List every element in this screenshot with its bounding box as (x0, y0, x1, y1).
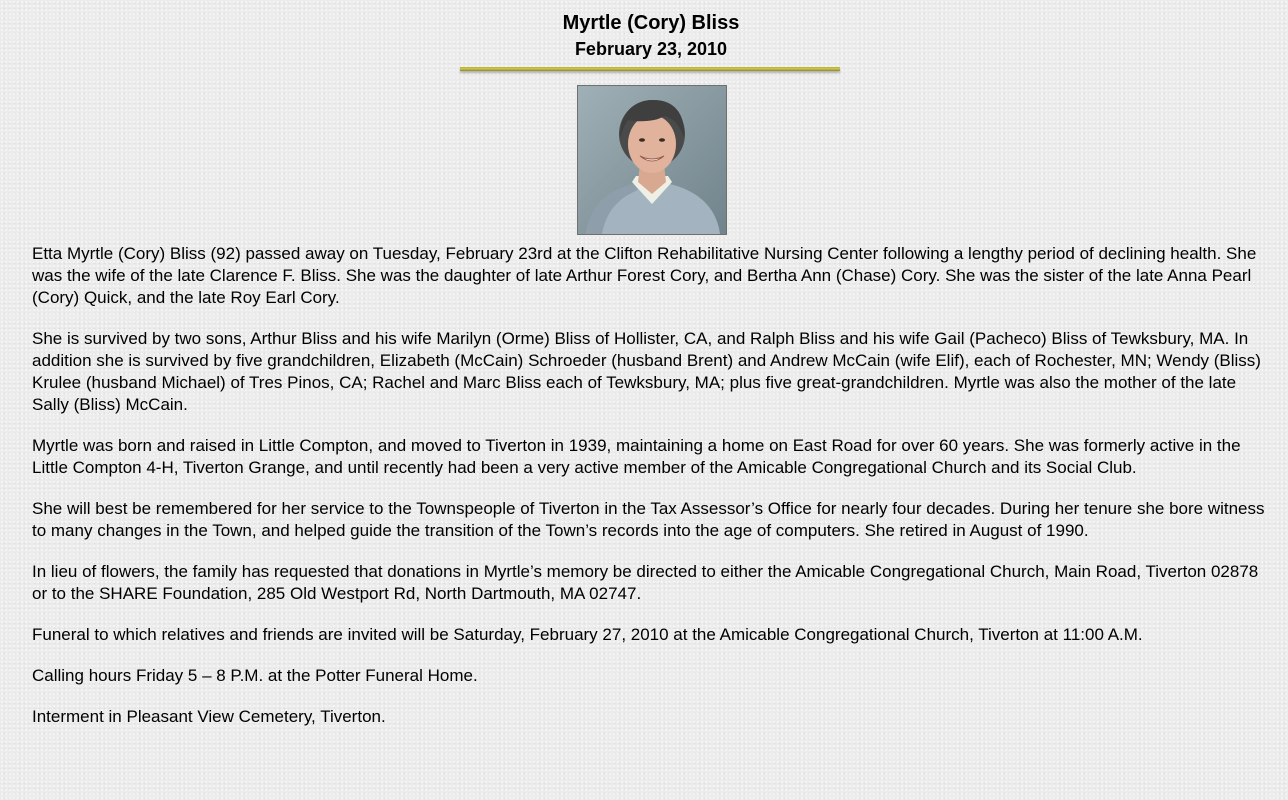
obituary-body (32, 243, 1272, 747)
obituary-paragraph: Funeral to which relatives and friends are invited will be Saturday, February 27, 2010 at the Amicable Congregational Church, Tiverton at 11:00 A.M. (32, 625, 1143, 644)
portrait-photo-icon (578, 86, 726, 234)
obituary-paragraph: Myrtle was born and raised in Little Compton, and moved to Tiverton in 1939, maintaining a home on East Road for over 60 years. She was formerly active in the Little Compton 4-H, Tiverton Grange, and until recently had been a very active member of the Amicable Congregational Church and its Social Club. (32, 436, 1241, 477)
obituary-header (0, 10, 1288, 62)
obituary-paragraph: Etta Myrtle (Cory) Bliss (92) passed away on Tuesday, February 23rd at the Clifton Rehabilitative Nursing Center following a lengthy period of declining health. She was the wife of the late Clarence F. Bliss. She was the daughter of late Arthur Forest Cory, and Bertha Ann (Chase) Cory. She was the sister of the late Anna Pearl (Cory) Quick, and the late Roy Earl Cory. (32, 244, 1257, 307)
obituary-paragraph: Calling hours Friday 5 – 8 P.M. at the Potter Funeral Home. (32, 666, 478, 685)
obituary-paragraph: In lieu of flowers, the family has requested that donations in Myrtle’s memory be directed to either the Amicable Congregational Church, Main Road, Tiverton 02878 or to the SHARE Foundation, 285 Old Westport Rd, North Dartmouth, MA 02747. (32, 562, 1259, 603)
obituary-paragraph: Interment in Pleasant View Cemetery, Tiverton. (32, 707, 386, 726)
obituary-paragraph: She is survived by two sons, Arthur Bliss and his wife Marilyn (Orme) Bliss of Hollister, CA, and Ralph Bliss and his wife Gail (Pacheco) Bliss of Tewksbury, MA. In addition she is survived by five grandchildren, Elizabeth (McCain) Schroeder (husband Brent) and Andrew McCain (wife Elif), each of Rochester, MN; Wendy (Bliss) Krulee (husband Michael) of Tres Pinos, CA; Rachel and Marc Bliss each of Tewksbury, MA; plus five great-grandchildren. Myrtle was also the mother of the late Sally (Bliss) McCain. (32, 329, 1261, 414)
obituary-date: February 23, 2010 (574, 39, 728, 59)
page-title: Myrtle (Cory) Bliss (562, 12, 740, 34)
portrait-photo (577, 85, 727, 235)
obituary-paragraph: She will best be remembered for her service to the Townspeople of Tiverton in the Tax Assessor’s Office for nearly four decades. During her tenure she bore witness to many changes in the Town, and helped guide the transition of the Town’s records into the age of computers. She retired in August of 1990. (32, 499, 1265, 540)
header-divider (460, 67, 840, 71)
